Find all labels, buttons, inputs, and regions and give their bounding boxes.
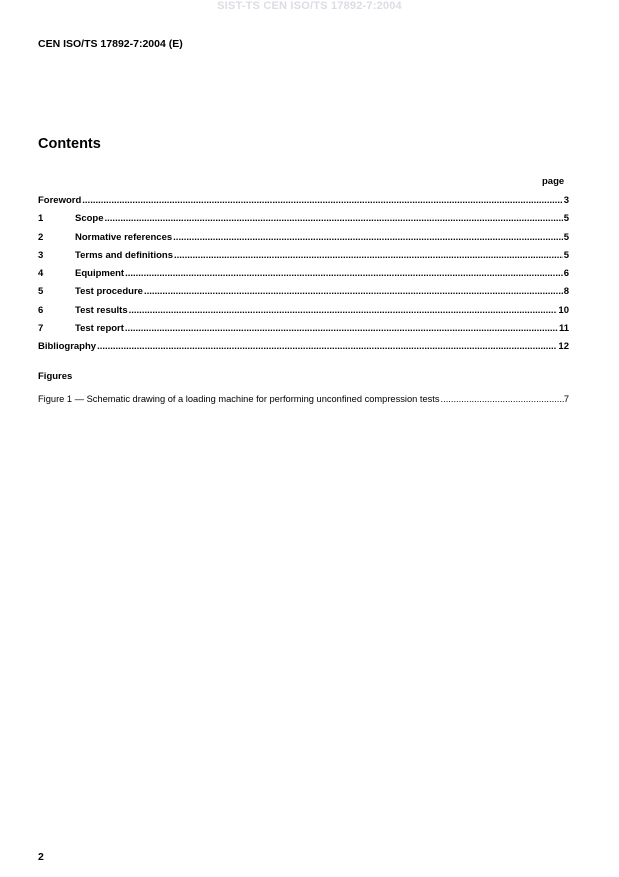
toc-entry-test-results[interactable] xyxy=(38,302,569,320)
toc-entry-page: 11 xyxy=(558,323,569,335)
leader-dots xyxy=(105,210,563,228)
toc-entry-title: Terms and definitions xyxy=(75,249,174,261)
figure-entry-title: Figure 1 — Schematic drawing of a loading machine for performing unconfined compression tests xyxy=(38,394,440,404)
toc-entry-page: 8 xyxy=(563,286,569,298)
toc-entry-foreword[interactable] xyxy=(38,192,569,210)
leader-dots xyxy=(441,394,564,404)
contents-title: Contents xyxy=(38,136,101,152)
toc-entry-number: 3 xyxy=(38,249,44,261)
toc-entry-terms-and-definitions[interactable] xyxy=(38,247,569,265)
figures-heading: Figures xyxy=(38,371,73,382)
toc-entry-number: 2 xyxy=(38,231,44,243)
toc-entry-page: 5 xyxy=(563,249,569,261)
toc-entry-title: Foreword xyxy=(38,195,82,206)
toc-entry-normative-references[interactable] xyxy=(38,229,569,247)
leader-dots xyxy=(144,283,563,301)
leader-dots xyxy=(173,229,563,247)
page-number: 2 xyxy=(38,851,44,863)
toc-entry-number: 5 xyxy=(38,286,44,298)
toc-entry-number: 7 xyxy=(38,323,44,335)
toc-entry-title: Test procedure xyxy=(75,286,143,298)
figure-entry-page: 7 xyxy=(563,394,569,404)
watermark: SIST-TS CEN ISO/TS 17892-7:2004 xyxy=(217,0,402,12)
toc-entry-page: 5 xyxy=(563,231,569,243)
leader-dots xyxy=(129,302,558,320)
leader-dots xyxy=(125,265,563,283)
page-column-label: page xyxy=(542,176,565,187)
toc-entry-scope[interactable] xyxy=(38,210,569,228)
toc-entry-page: 6 xyxy=(563,268,569,280)
leader-dots xyxy=(174,247,563,265)
toc-entry-title: Scope xyxy=(75,213,104,225)
table-of-contents xyxy=(38,192,569,357)
toc-entry-number: 1 xyxy=(38,213,44,225)
toc-entry-page: 5 xyxy=(563,213,569,225)
toc-entry-title: Normative references xyxy=(75,231,173,243)
toc-entry-test-report[interactable] xyxy=(38,320,569,338)
toc-entry-equipment[interactable] xyxy=(38,265,569,283)
leader-dots xyxy=(82,192,562,210)
toc-entry-title: Test results xyxy=(75,304,128,316)
document-id: CEN ISO/TS 17892-7:2004 (E) xyxy=(38,38,183,50)
toc-entry-bibliography[interactable] xyxy=(38,338,569,356)
toc-entry-number: 4 xyxy=(38,268,44,280)
toc-entry-page: 10 xyxy=(558,304,569,316)
toc-entry-page: 3 xyxy=(563,195,569,206)
toc-entry-title: Equipment xyxy=(75,268,125,280)
figure-list-entry[interactable] xyxy=(38,394,569,404)
leader-dots xyxy=(125,320,558,338)
toc-entry-test-procedure[interactable] xyxy=(38,283,569,301)
toc-entry-number: 6 xyxy=(38,304,44,316)
toc-entry-page: 12 xyxy=(558,341,569,353)
toc-entry-title: Bibliography xyxy=(38,341,97,353)
toc-entry-title: Test report xyxy=(75,323,124,335)
leader-dots xyxy=(97,338,557,356)
